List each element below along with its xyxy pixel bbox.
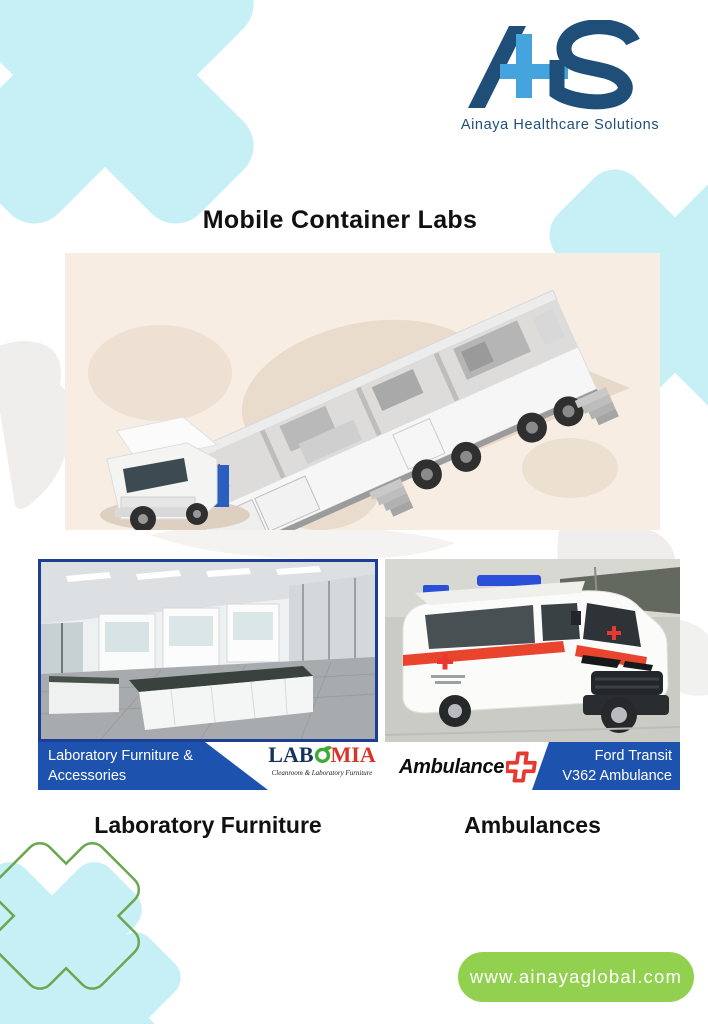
labomia-o-icon [314, 746, 331, 763]
ambulance-cross-icon [506, 750, 540, 784]
lab-banner-text [48, 747, 193, 786]
caption-laboratory-furniture: Laboratory Furniture [94, 812, 322, 838]
cross-decor-bottom-cluster-icon [0, 850, 230, 1024]
labomia-logo [266, 744, 378, 777]
lab-furniture-card [38, 559, 378, 790]
mobile-lab-illustration [65, 253, 660, 530]
page-title: Mobile Container Labs [202, 206, 478, 234]
ambulance-banner-line1: Ford Transit [594, 748, 672, 764]
labomia-tagline: Cleanroom & Laboratory Furniture [271, 769, 373, 777]
lab-furniture-photo [38, 559, 378, 742]
ambulance-card [385, 559, 680, 790]
brand-block [436, 20, 684, 132]
website-url: www.ainayaglobal.com [469, 966, 683, 987]
cross-decor-top-left-icon [0, 0, 285, 255]
ambulance-logo-label: Ambulance [399, 755, 505, 778]
ambulance-logo [399, 750, 540, 784]
ahs-logo-icon [444, 20, 676, 110]
labomia-mia-text: MIA [330, 742, 376, 767]
brand-name: Ainaya Healthcare Solutions [460, 117, 660, 133]
website-link[interactable] [458, 952, 694, 1002]
ambulance-banner-text [562, 747, 672, 786]
labomia-lab-text: LAB [268, 742, 314, 767]
ambulance-photo [385, 559, 680, 742]
lab-banner-line1: Laboratory Furniture & [48, 748, 194, 764]
labomia-wordmark [268, 742, 375, 767]
lab-banner [38, 742, 378, 790]
ambulance-banner-line2: V362 Ambulance [562, 767, 672, 784]
caption-ambulances: Ambulances [464, 812, 601, 838]
ambulance-banner [385, 742, 680, 790]
lab-banner-line2: Accessories [48, 767, 127, 784]
mobile-lab-photo [65, 253, 660, 530]
